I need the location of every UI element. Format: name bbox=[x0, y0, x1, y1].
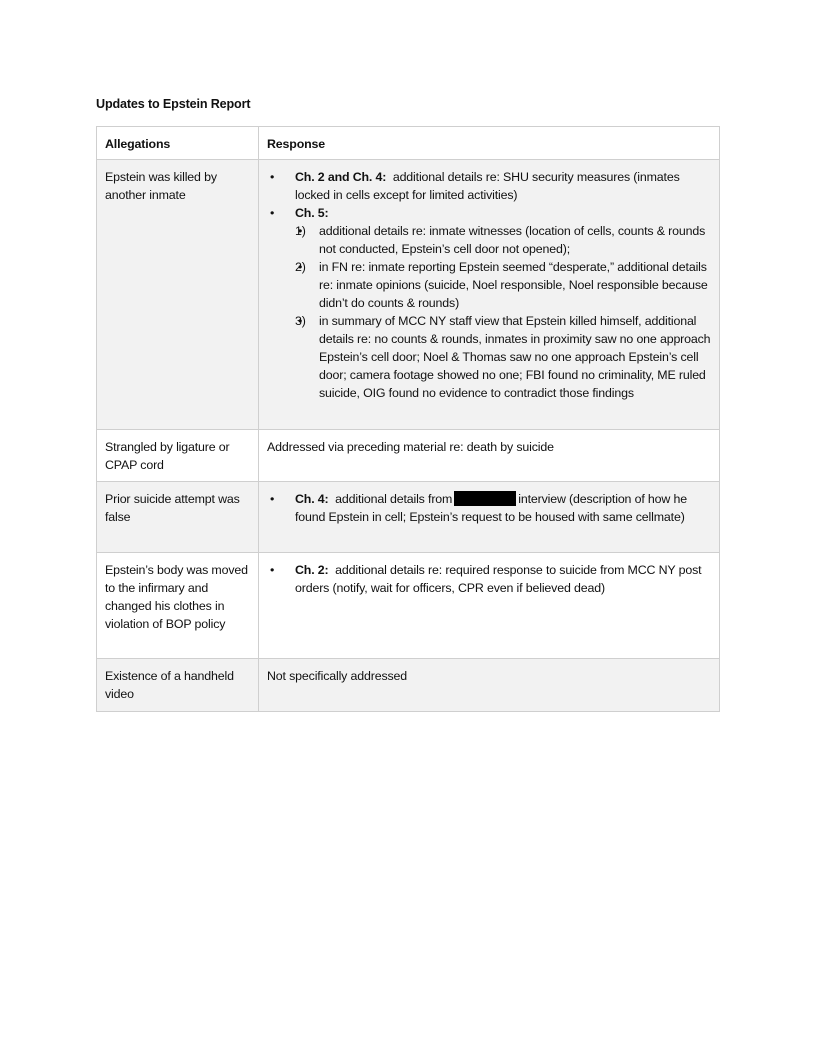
list-item bbox=[267, 561, 711, 597]
list-item bbox=[267, 490, 711, 526]
item-text: additional details re: SHU security measures (inmates locked in cells except for limited activities) bbox=[295, 170, 680, 202]
numbered-item bbox=[295, 222, 711, 258]
item-text: additional details re: required response to suicide from MCC NY post orders (notify, wait for officers, CPR even if believed dead) bbox=[295, 563, 702, 595]
chapter-ref: Ch. 5: bbox=[295, 206, 329, 220]
list-item bbox=[267, 204, 711, 402]
allegation-cell: Strangled by ligature or CPAP cord bbox=[97, 430, 259, 482]
item-text: in summary of MCC NY staff view that Epstein killed himself, additional details re: no counts & rounds, inmates in proximity saw no one approach Epstein’s cell door; Noel & Thomas saw no one approach Epstein’s cell door; camera footage showed no one; FBI found no criminality, ME ruled suicide, OIG found no evidence to contradict those findings bbox=[319, 314, 711, 400]
response-cell: Addressed via preceding material re: death by suicide bbox=[259, 430, 720, 482]
allegation-cell: Epstein was killed by another inmate bbox=[97, 160, 259, 430]
allegation-cell: Prior suicide attempt was false bbox=[97, 482, 259, 553]
table-row bbox=[97, 659, 720, 712]
allegations-table bbox=[96, 126, 720, 712]
list-item bbox=[267, 168, 711, 204]
table-row bbox=[97, 482, 720, 553]
numbered-item bbox=[295, 258, 711, 312]
redaction-box bbox=[454, 491, 516, 506]
table-row bbox=[97, 553, 720, 659]
numbered-item bbox=[295, 312, 711, 402]
chapter-ref: Ch. 2 and Ch. 4: bbox=[295, 170, 387, 184]
header-response: Response bbox=[259, 127, 720, 160]
response-cell bbox=[259, 160, 720, 430]
chapter-ref: Ch. 4: bbox=[295, 492, 329, 506]
item-text: in FN re: inmate reporting Epstein seemed “desperate,” additional details re: inmate opinions (suicide, Noel responsible, Noel responsible because didn’t do counts & rounds) bbox=[319, 260, 708, 310]
response-cell bbox=[259, 482, 720, 553]
response-cell: Not specifically addressed bbox=[259, 659, 720, 712]
response-cell bbox=[259, 553, 720, 659]
chapter-ref: Ch. 2: bbox=[295, 563, 329, 577]
item-text: additional details re: inmate witnesses (location of cells, counts & rounds not conducted, Epstein’s cell door not opened); bbox=[319, 224, 706, 256]
item-number: • 1) bbox=[295, 224, 306, 238]
table-row bbox=[97, 160, 720, 430]
document-title: Updates to Epstein Report bbox=[96, 97, 251, 111]
item-number: • 3) bbox=[295, 314, 306, 328]
table-row bbox=[97, 430, 720, 482]
table-header-row bbox=[97, 127, 720, 160]
header-allegations: Allegations bbox=[97, 127, 259, 160]
item-text: additional details from bbox=[335, 492, 453, 506]
allegation-cell: Epstein’s body was moved to the infirmary and changed his clothes in violation of BOP policy bbox=[97, 553, 259, 659]
allegation-cell: Existence of a handheld video bbox=[97, 659, 259, 712]
item-text: interview (description of how he found Epstein in cell; Epstein’s request to be housed with same cellmate) bbox=[295, 492, 687, 524]
item-number: • 2) bbox=[295, 260, 306, 274]
